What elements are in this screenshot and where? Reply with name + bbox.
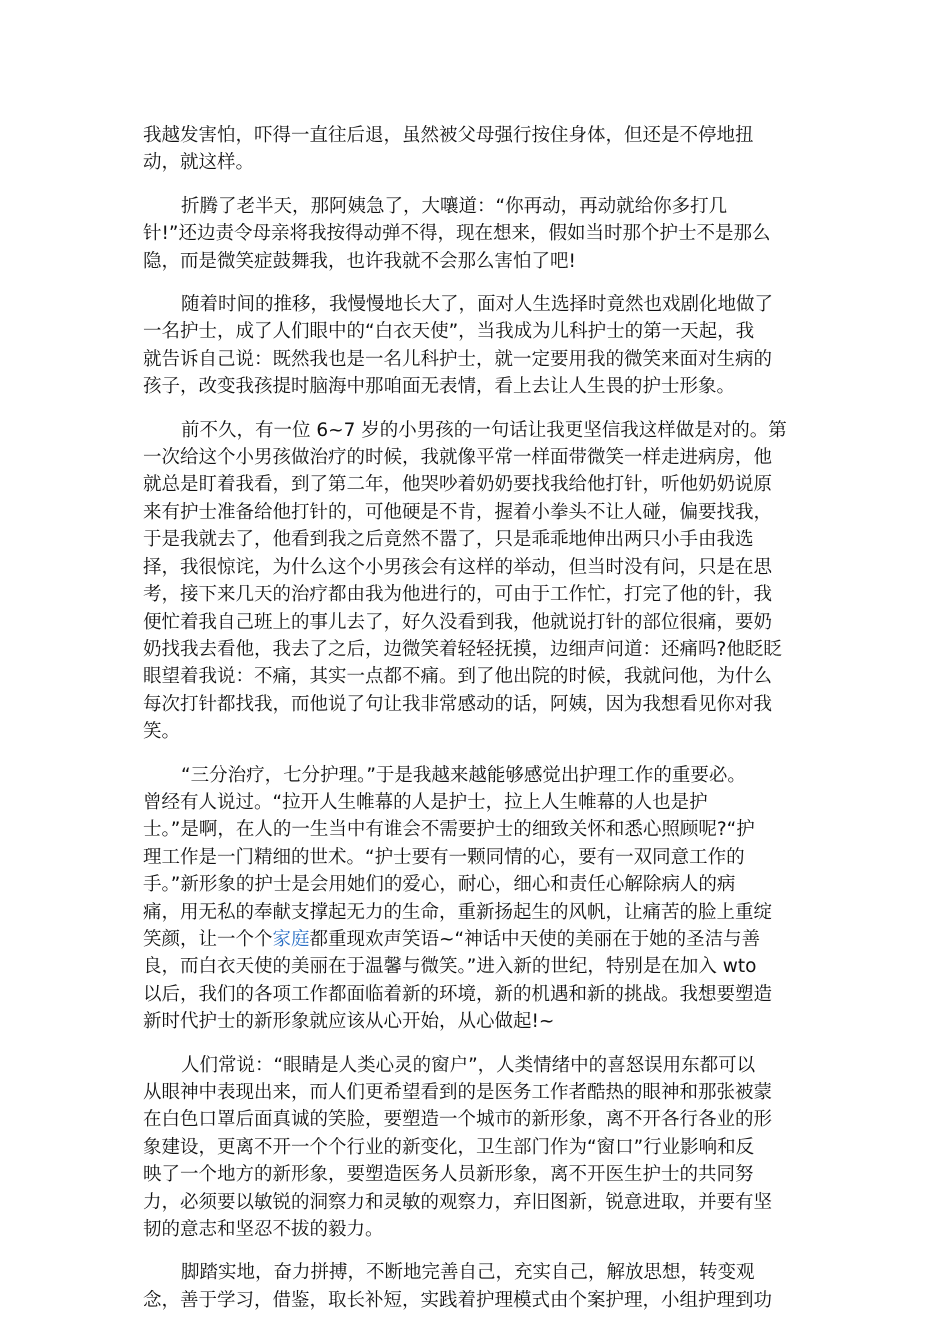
text-line: 韧的意志和坚忍不拔的毅力。 bbox=[143, 1219, 384, 1241]
link-line-prefix: 笑颜，让一个个 bbox=[143, 928, 273, 950]
paragraph-5 bbox=[143, 762, 805, 1036]
text-line: 考，接下来几天的治疗都由我为他进行的，可由于工作忙，打完了他的针，我 bbox=[143, 584, 773, 606]
text-line: 择，我很惊诧，为什么这个小男孩会有这样的举动，但当时没有问，只是在思 bbox=[143, 556, 773, 578]
paragraph-7 bbox=[143, 1259, 805, 1314]
text-line: 就总是盯着我看，到了第二年，他哭吵着奶奶要找我给他打针，听他奶奶说原 bbox=[143, 474, 773, 496]
text-line: 人们常说：“眼睛是人类心灵的窗户”，人类情绪中的喜怒误用东都可以 bbox=[181, 1054, 756, 1076]
text-line: 我越发害怕，吓得一直往后退，虽然被父母强行按住身体，但还是不停地扭 bbox=[143, 125, 754, 146]
text-line: 随着时间的推移，我慢慢地长大了，面对人生选择时竟然也戏剧化地做了 bbox=[181, 294, 774, 316]
text-line: “三分治疗，七分护理。”于是我越来越能够感觉出护理工作的重要必。 bbox=[181, 764, 746, 786]
text-line: 曾经有人说过。“拉开人生帷幕的人是护士，拉上人生帷幕的人也是护 bbox=[143, 791, 708, 813]
text-line: 动，就这样。 bbox=[143, 152, 255, 174]
text-line: 隐，而是微笑症鼓舞我，也许我就不会那么害怕了吧! bbox=[143, 250, 576, 272]
text-line: 象建设，更离不开一个个行业的新变化，卫生部门作为“窗口”行业影响和反 bbox=[143, 1136, 755, 1158]
text-line: 于是我就去了，他看到我之后竟然不嚣了，只是乖乖地伸出两只小手由我选 bbox=[143, 529, 754, 551]
text-line: 来有护士准备给他打针的，可他硬是不肯，握着小拳头不让人碰，偏要找我， bbox=[143, 501, 773, 523]
text-line: 每次打针都找我，而他说了句让我非常感动的话，阿姨，因为我想看见你对我 bbox=[143, 693, 773, 715]
text-line: 在白色口罩后面真诚的笑脸，要塑造一个城市的新形象，离不开各行各业的形 bbox=[143, 1109, 773, 1131]
document-body bbox=[143, 122, 805, 1330]
paragraph-3 bbox=[143, 291, 805, 401]
text-line-with-link bbox=[143, 926, 805, 953]
text-line: 理工作是一门精细的世术。“护士要有一颗同情的心，要有一双同意工作的 bbox=[143, 846, 745, 868]
link-line-suffix: 都重现欢声笑语~“神话中天使的美丽在于她的圣洁与善 bbox=[309, 928, 761, 950]
text-line: 痛，用无私的奉献支撑起无力的生命，重新扬起生的风帆，让痛苦的脸上重绽 bbox=[143, 901, 773, 923]
text-line: 就告诉自己说：既然我也是一名儿科护士，就一定要用我的微笑来面对生病的 bbox=[143, 348, 773, 370]
text-line: 孩子，改变我孩提时脑海中那咱面无表情，看上去让人生畏的护士形象。 bbox=[143, 376, 736, 398]
text-line: 新时代护士的新形象就应该从心开始，从心做起!~ bbox=[143, 1011, 555, 1033]
text-line: 从眼神中表现出来，而人们更希望看到的是医务工作者酷热的眼神和那张被蒙 bbox=[143, 1082, 773, 1103]
text-line: 力，必须要以敏锐的洞察力和灵敏的观察力，弃旧图新，锐意进取，并要有坚 bbox=[143, 1191, 773, 1213]
text-line: 折腾了老半天，那阿姨急了，大嚷道：“你再动，再动就给你多打几 bbox=[181, 195, 728, 217]
text-line: 念，善于学习，借鉴，取长补短，实践着护理模式由个案护理，小组护理到功 bbox=[143, 1289, 773, 1311]
text-line: 士。”是啊，在人的一生当中有谁会不需要护士的细致关怀和悉心照顾呢?“护 bbox=[143, 819, 755, 841]
text-line: 眼望着我说：不痛，其实一点都不痛。到了他出院的时候，我就问他，为什么 bbox=[143, 666, 773, 688]
text-line: 手。”新形象的护士是会用她们的爱心，耐心，细心和责任心解除病人的病 bbox=[143, 874, 736, 896]
text-line: 良，而白衣天使的美丽在于温馨与微笑。”进入新的世纪，特别是在加入 wto bbox=[143, 956, 757, 978]
paragraph-2 bbox=[143, 193, 805, 275]
text-line: 针!”还边责令母亲将我按得动弹不得，现在想来，假如当时那个护士不是那么 bbox=[143, 223, 771, 245]
family-link[interactable]: 家庭 bbox=[272, 928, 310, 950]
text-line: 一名护士，成了人们眼中的“白衣天使”，当我成为儿科护士的第一天起，我 bbox=[143, 321, 755, 343]
text-line: 前不久，有一位 6~7 岁的小男孩的一句话让我更坚信我这样做是对的。第 bbox=[181, 419, 787, 441]
paragraph-4 bbox=[143, 417, 805, 746]
text-line: 奶找我去看他，我去了之后，边微笑着轻轻抚摸，边细声问道：还痛吗?他眨眨 bbox=[143, 638, 782, 660]
text-line: 便忙着我自己班上的事儿去了，好久没看到我，他就说打针的部位很痛，要奶 bbox=[143, 611, 773, 633]
text-line: 映了一个地方的新形象，要塑造医务人员新形象，离不开医生护士的共同努 bbox=[143, 1164, 754, 1186]
text-line: 一次给这个小男孩做治疗的时候，我就像平常一样面带微笑一样走进病房，他 bbox=[143, 447, 773, 469]
text-line: 脚踏实地，奋力拼搏，不断地完善自己，充实自己，解放思想，转变观 bbox=[181, 1262, 755, 1284]
paragraph-1 bbox=[143, 122, 805, 177]
text-line: 以后，我们的各项工作都面临着新的环境，新的机遇和新的挑战。我想要塑造 bbox=[143, 983, 773, 1005]
text-line: 笑。 bbox=[143, 721, 181, 743]
paragraph-6 bbox=[143, 1052, 805, 1244]
